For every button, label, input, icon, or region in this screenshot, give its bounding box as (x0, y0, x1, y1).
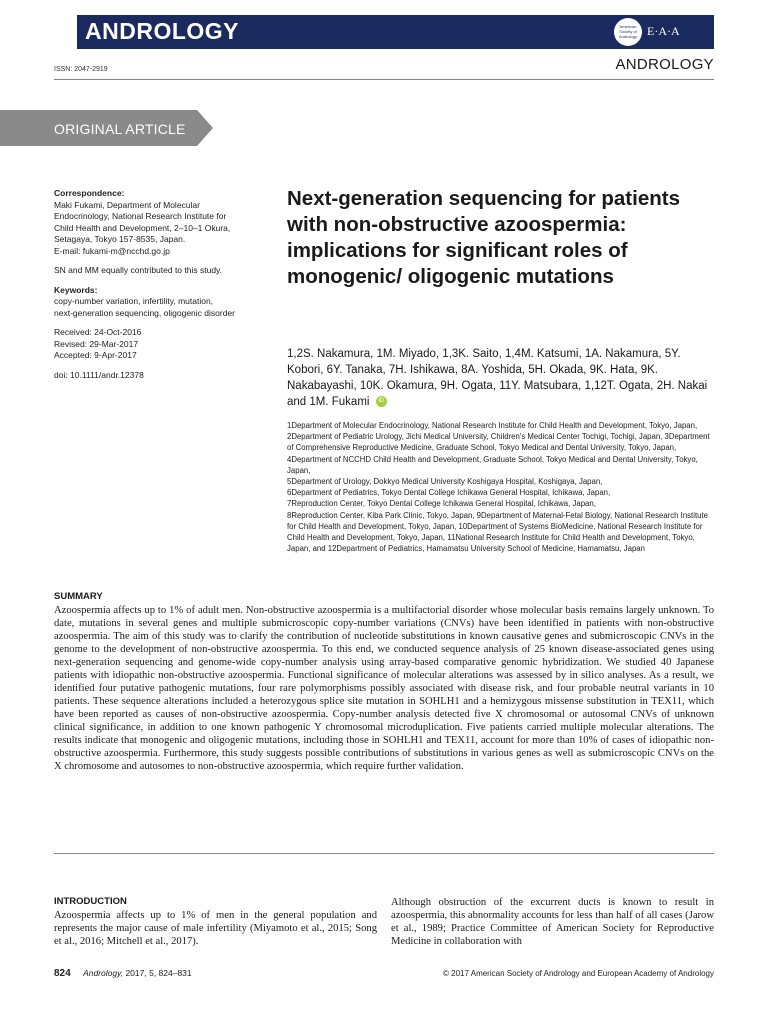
correspondence-email: E-mail: fukami-m@ncchd.go.jp (54, 245, 170, 256)
revised-date: Revised: 29-Mar-2017 (54, 338, 139, 349)
journal-banner-title: ANDROLOGY (85, 18, 239, 44)
affiliation-item: 5Department of Urology, Dokkyo Medical University Koshigaya Hospital, Koshigaya, Japan, (287, 477, 603, 487)
page-number: 824 (54, 968, 71, 979)
correspondence-line: Child Health and Development, 2–10–1 Okura, (54, 222, 231, 233)
author-list (287, 346, 717, 410)
correspondence-line: Endocrinology, National Research Institute for (54, 211, 227, 221)
keywords-label: Keywords: (54, 284, 98, 295)
introduction-text-left: Azoospermia affects up to 1% of men in the general population and represents the major cause of male infertility (Miyamoto et al., 2015; Song et al., 2016; Mitchell et al., 2017). (54, 910, 377, 947)
article-type-label: ORIGINAL ARTICLE (54, 121, 186, 137)
affiliation-item: 8Reproduction Center, Kiba Park Clinic, Tokyo, Japan, 9Department of Maternal-Fetal Biology, National Research Institute for Child Health and Development, Tokyo, Japan, 10Department of Systems BioMedicine, National Research Institute for Child Health and Development, Tokyo, Japan, 11National Research Institute for Child Health and Development, Tokyo, Japan, and 12Department of Pediatrics, Hamamatsu University School of Medicine, Hamamatsu, Japan (287, 510, 708, 554)
affiliation-item: 1Department of Molecular Endocrinology, National Research Institute for Child Health and Development, Tokyo, Japan, 2Department of Pediatric Urology, Jichi Medical University, Children's Medical Center Tochigi, Tochigi, Japan, 3Department of Comprehensive Reproductive Medicine, Graduate School, Tokyo Medical and Dental University, Tokyo, Japan, 4Department of NCCHD Child Health and Development, Graduate School, Tokyo Medical and Dental University, Tokyo, Japan, (287, 421, 710, 475)
summary-heading: SUMMARY (54, 591, 103, 602)
section-divider (54, 853, 714, 854)
author-names: 1,2S. Nakamura, 1M. Miyado, 1,3K. Saito, 1,4M. Katsumi, 1A. Nakamura, 5Y. Kobori, 6Y. Tanaka, 7H. Ishikawa, 8A. Yoshida, 5H. Okada, 9K. Hata, 9K. Nakabayashi, 10K. Okamura, 9H. Ogata, 11Y. Matsubara, 1,12T. Ogata, 2H. Nakai and 1M. Fukami (287, 348, 708, 408)
keywords-line: copy-number variation, infertility, mutation, (54, 296, 214, 306)
asa-logo-text: American Society of Andrology (618, 24, 637, 39)
introduction-heading: INTRODUCTION (54, 896, 127, 907)
issn: ISSN: 2047-2919 (54, 66, 108, 73)
introduction-text-right: Although obstruction of the excurrent ducts is known to result in azoospermia, this abnormality accounts for less than half of all cases (Jarow et al., 1989; Practice Committee of American Society for Reproductive Medicine in collaboration with (391, 897, 714, 947)
eaa-logo: E·A·A (647, 24, 680, 38)
citation-details: 2017, 5, 824–831 (125, 968, 192, 978)
doi: doi: 10.1111/andr.12378 (54, 369, 144, 380)
affiliations (287, 420, 717, 554)
affiliation-item: 6Department of Pediatrics, Tokyo Dental College Ichikawa General Hospital, Ichikawa, Japan, (287, 488, 611, 498)
summary-text: Azoospermia affects up to 1% of adult men. Non-obstructive azoospermia is a multifactorial disorder whose molecular basis remains largely unknown. To date, mutations in several genes and multiple submicroscopic copy-number variations (CNVs) have been identified in patients with non-obstructive azoospermia. The aim of this study was to clarify the contribution of nucleotide substitutions in known causative genes and submicroscopic CNVs in the genome to the development of non-obstructive azoospermia. To this end, we conducted sequence analysis of 25 known disease-associated genes using next-generation sequencing and genome-wide copy-number analysis using array-based comparative genomic hybridization. We studied 40 Japanese patients with idiopathic non-obstructive azoospermia. Functional significance of molecular alterations was assessed by in silico analyses. As a result, we identified four putative pathogenic mutations, four rare polymorphisms possibly associated with disease risk, and four probable neutral variants in 10 patients. These sequence alterations included a heterozygous splice site mutation in SOHLH1 and a hemizygous missense substitution in TEX11, which have been reported as causes of non-obstructive azoospermia. Copy-number analysis detected five X chromosomal or autosomal CNVs of unknown clinical significance, in addition to one known pathogenic Y chromosomal microduplication. Five patients carried multiple molecular alterations. The results indicate that monogenic and oligogenic mutations, including those in SOHLH1 and TEX11, account for more than 10% of cases of idiopathic non-obstructive azoospermia. Furthermore, this study suggests possible contributions of substitutions in various genes as well as submicroscopic CNVs on the X chromosome and autosomes to non-obstructive azoospermia, which require further validation. (54, 605, 714, 772)
equal-contribution-note: SN and MM equally contributed to this study. (54, 265, 223, 275)
keywords-line: next-generation sequencing, oligogenic disorder (54, 307, 235, 318)
correspondence-line: Setagaya, Tokyo 157-8535, Japan. (54, 234, 186, 244)
correspondence-line: Maki Fukami, Department of Molecular (54, 199, 200, 210)
copyright-notice: © 2017 American Society of Andrology and European Academy of Andrology (443, 969, 714, 978)
page-footer-citation (54, 968, 192, 979)
journal-running-head: ANDROLOGY (615, 56, 714, 73)
orcid-icon[interactable]: iD (376, 396, 387, 407)
journal-banner (77, 15, 714, 49)
header-divider (54, 79, 714, 80)
article-title: Next-generation sequencing for patients with non-obstructive azoospermia: implications for significant roles of monogenic/ oligogenic mutations (287, 187, 680, 288)
affiliation-item: 7Reproduction Center, Tokyo Dental College Ichikawa General Hospital, Ichikawa, Japan, (287, 499, 596, 509)
correspondence-label: Correspondence: (54, 188, 125, 198)
received-date: Received: 24-Oct-2016 (54, 327, 142, 337)
citation-journal: Andrology, (83, 968, 124, 978)
article-info-sidebar (54, 188, 269, 381)
asa-logo (614, 18, 642, 46)
accepted-date: Accepted: 9-Apr-2017 (54, 350, 137, 360)
